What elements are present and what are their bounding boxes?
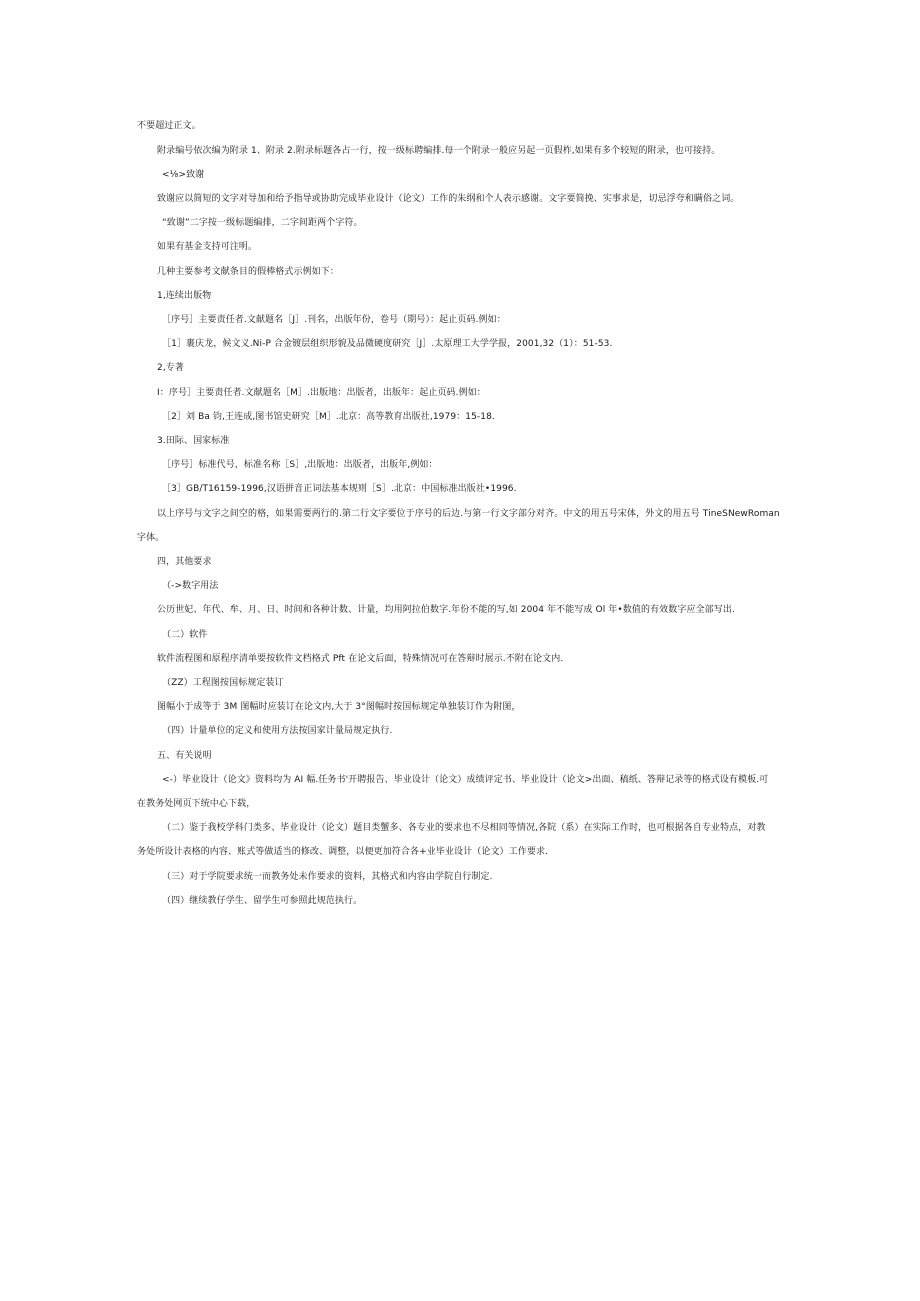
paragraph-line: <-）毕业设计（论文》资料均为 AI 幅.任务书'开聘报告、毕业设计（论文）成绩评定书、毕业设计（论文>出面、稿纸、答辩记录等的格式设有模板.可 (162, 775, 769, 785)
paragraph-line: “致谢”二字按一级标题编排，二字间距两个字符。 (162, 218, 363, 228)
list-heading: 2,专著 (157, 363, 184, 373)
list-heading: 3.田际、国家标准 (157, 436, 230, 446)
paragraph-line: 在教务处网页下统中心下载， (137, 799, 256, 809)
paragraph-line: 致谢应以简短的文字对导加和给予指导或协助完成毕业设计（论文）工作的朱纲和个人表示感谢。文字要简挽、实事求是，切忌浮夸和瞒俗之词。 (157, 194, 740, 204)
subsection-heading: （二）软件 (162, 630, 208, 640)
paragraph-line: （四）继续教仔学生、留学生可参照此规范执行。 (162, 896, 363, 906)
section-heading: 四，其他要求 (157, 557, 212, 567)
paragraph-line: （二）鉴于我校学科门类多、毕业设计（论文）题目类蟹多、各专业的要求也不尽相同等情况,各院（系）在实际工作时，也可根据各自专业特点，对教 (162, 823, 766, 833)
paragraph-line: 不要超过正文。 (137, 121, 201, 131)
format-line: I：序号］主要责任者.文献题名［M］.出版地：出版者，出版年：起止页码.例如： (157, 388, 486, 398)
format-line: ［序号］标准代号，标准名称［S］,出版地：出版者，出版年,例如： (162, 460, 438, 470)
list-heading: 1,连续出版物 (157, 291, 212, 301)
paragraph-line: 公历世妃、年代、牟、月、日、时间和各种计数、计量，均用阿拉伯数字.年份不能的写,如 2004 年不能写成 Ol 年•数值的有效数字应全部写出. (157, 605, 735, 615)
paragraph-line: 如果有基金支持可注明。 (157, 242, 258, 252)
section-heading: <⅛>致谢 (162, 170, 205, 180)
section-heading: 五、有关说明 (157, 751, 212, 761)
paragraph-line: 软件流程图和原程序清单要按软件文档格式 Pft 在论文后面，特殊情况可在答辩时展示.不附在论文内. (157, 654, 564, 664)
reference-example: ［1］裹庆龙，候文义.Ni-P 合金镀层组织形貌及品微硬度研究［J］.太原理工大学学报，2001,32（1）：51-53. (162, 339, 613, 349)
paragraph-line: （三）对于学院要求统一而教务处未作要求的资料，其格式和内容由学院自行制定. (162, 872, 493, 882)
subsection-heading: （ZZ）工程图按国标规定装订 (162, 678, 284, 688)
reference-example: ［3］GB/T16159-1996,汉语拼音正词法基本规则［S］.北京：中国标准出版社•1996. (162, 484, 517, 494)
paragraph-line: 附录编号依次编为附录 1、附录 2.附录标题各占一行，按一级标聘编排.每一个附录一般应另起一页假柞,如果有多个较短的附录，也可接持。 (157, 146, 721, 156)
reference-example: ［2］刘 Ba 钧,王连成,图书馆史研究［M］.北京：高等教育出版社,1979：15-18. (162, 412, 495, 422)
paragraph-line: 字体。 (137, 533, 165, 543)
format-line: ［序号］主要责任者.文献题名［J］.刊名，出版年份，卷号（期号）：起止页码.例如： (162, 315, 506, 325)
paragraph-line: 几种主要参考文献条目的假棒格式示例如下： (157, 267, 340, 277)
subsection-heading: （->数字用法 (162, 581, 219, 591)
paragraph-line: 以上序号与文字之间空的格，如果需要两行的.第二行文字要位于序号的后边.与第一行文字部分对齐。中文的用五号宋体，外文的用五号 TineSNewRoman (157, 509, 780, 519)
paragraph-line: 图幅小于成等于 3M 图幅时应装订在论文内,大于 3°图幅时按国标规定单独装订作为附图， (157, 702, 521, 712)
paragraph-line: 务处所设计表格的内容、账式等做适当的修改、调整，以便更加符合各+业毕业设计（论文）工作要求. (137, 847, 549, 857)
subsection-heading: （四）计量单位的定义和使用方法按国家计量局规定执行. (162, 726, 393, 736)
